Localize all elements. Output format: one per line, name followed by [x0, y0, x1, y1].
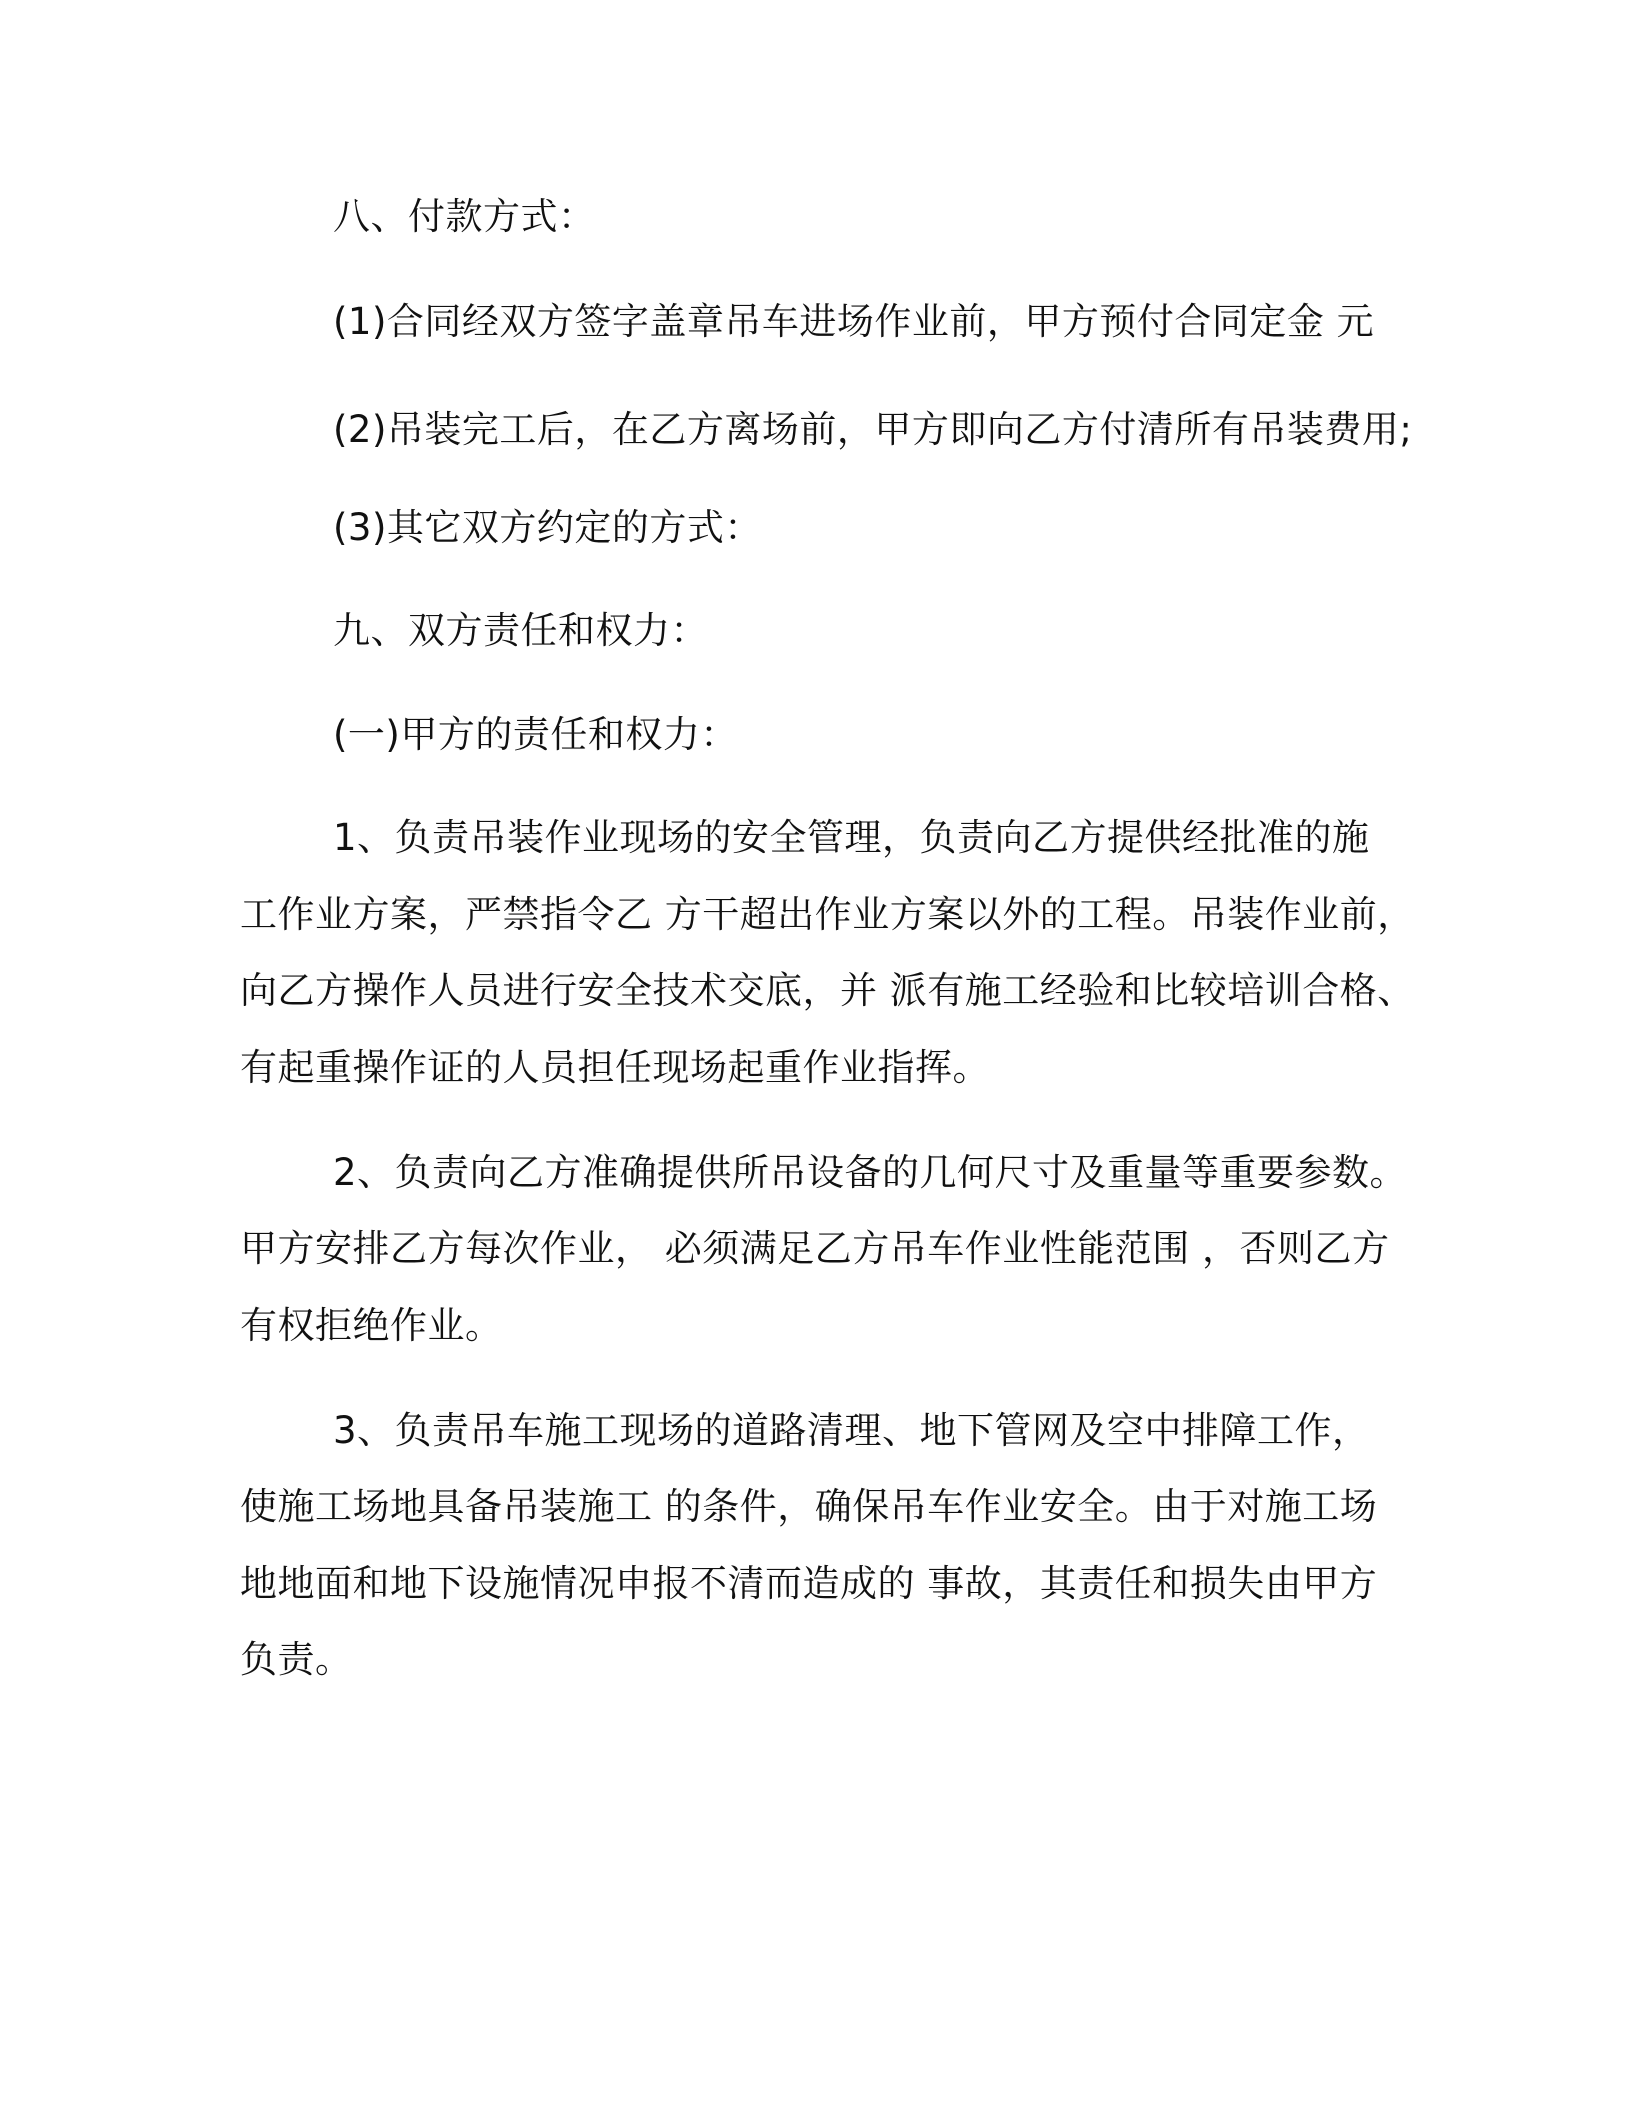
paragraph-3-line-4: 负责。 [240, 1638, 353, 1681]
paragraph-1-line-2: 工作业方案，严禁指令乙 方干超出作业方案以外的工程。吊装作业前， [240, 893, 1415, 936]
paragraph-1-line-1: 1、负责吊装作业现场的安全管理，负责向乙方提供经批准的施 [333, 816, 1370, 859]
paragraph-2-line-3: 有权拒绝作业。 [240, 1304, 503, 1347]
paragraph-1-line-3: 向乙方操作人员进行安全技术交底，并 派有施工经验和比较培训合格、 [240, 969, 1415, 1012]
section-heading-payment: 八、付款方式： [333, 195, 596, 238]
payment-clause-2: (2)吊装完工后，在乙方离场前，甲方即向乙方付清所有吊装费用; [333, 408, 1413, 451]
paragraph-3-line-3: 地地面和地下设施情况申报不清而造成的 事故，其责任和损失由甲方 [240, 1562, 1378, 1605]
paragraph-2-line-1: 2、负责向乙方准确提供所吊设备的几何尺寸及重量等重要参数。 [333, 1151, 1408, 1194]
paragraph-3-line-1: 3、负责吊车施工现场的道路清理、地下管网及空中排障工作， [333, 1409, 1370, 1452]
subsection-heading-party-a: (一)甲方的责任和权力： [333, 713, 738, 756]
paragraph-3-line-2: 使施工场地具备吊装施工 的条件，确保吊车作业安全。由于对施工场 [240, 1485, 1378, 1528]
paragraph-1-line-4: 有起重操作证的人员担任现场起重作业指挥。 [240, 1046, 990, 1089]
section-heading-responsibilities: 九、双方责任和权力： [333, 609, 708, 652]
payment-clause-1: (1)合同经双方签字盖章吊车进场作业前，甲方预付合同定金 元 [333, 300, 1375, 343]
paragraph-2-line-2: 甲方安排乙方每次作业， 必须满足乙方吊车作业性能范围 ，否则乙方 [240, 1227, 1390, 1270]
payment-clause-3: (3)其它双方约定的方式： [333, 506, 762, 549]
